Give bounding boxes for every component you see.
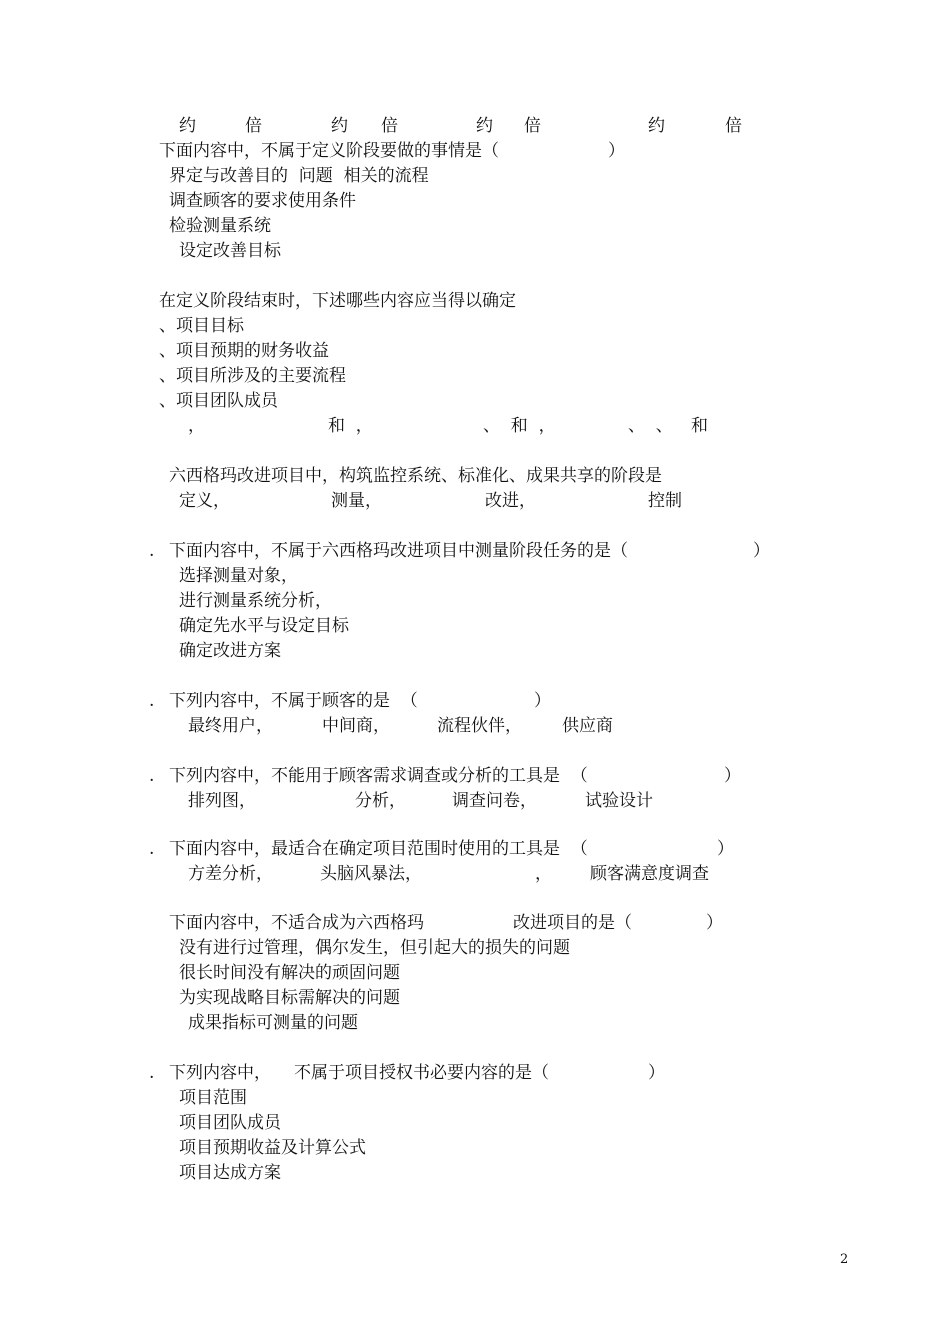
question-4-option: 确定先水平与设定目标 — [179, 616, 349, 636]
question-2-item: 、项目目标 — [159, 316, 244, 336]
question-8-option: 为实现战略目标需解决的问题 — [179, 988, 400, 1008]
question-6-prompt: 下列内容中，不能用于顾客需求调查或分析的工具是 （ — [169, 766, 588, 786]
header-char: 约 — [179, 116, 196, 136]
question-6-option: 调查问卷， — [452, 791, 537, 811]
page-number: 2 — [840, 1252, 849, 1267]
question-9-dot: . — [149, 1063, 155, 1083]
question-6-close: ） — [724, 766, 741, 786]
question-7-option: 头脑风暴法， — [320, 864, 422, 884]
question-4-option: 进行测量系统分析， — [179, 591, 332, 611]
question-1-option: 调查顾客的要求使用条件 — [169, 191, 356, 211]
question-8-prompt-b: 改进项目的是（ — [513, 913, 632, 933]
question-4-close: ） — [753, 541, 770, 561]
question-2-answer-mark: ， — [188, 416, 205, 436]
question-2-answer-mark: 和 — [691, 416, 708, 436]
question-9-option: 项目达成方案 — [179, 1163, 281, 1183]
question-8-option: 成果指标可测量的问题 — [188, 1013, 358, 1033]
question-9-prompt-a: 下列内容中， — [169, 1063, 271, 1083]
header-char: 约 — [331, 116, 348, 136]
question-4-option: 确定改进方案 — [179, 641, 281, 661]
question-7-close: ） — [717, 839, 734, 859]
header-char: 约 — [648, 116, 665, 136]
question-8-close: ） — [706, 913, 723, 933]
question-1-option: 检验测量系统 — [169, 216, 271, 236]
question-7-option: 顾客满意度调查 — [590, 864, 709, 884]
question-2-answer-mark: 、 和 ， — [483, 416, 556, 436]
question-8-prompt-a: 下面内容中，不适合成为六西格玛 — [169, 913, 424, 933]
question-9-close: ） — [648, 1063, 665, 1083]
question-3-option: 控制 — [648, 491, 682, 511]
question-5-dot: . — [149, 691, 155, 711]
question-1-option: 界定与改善目的 问题 相关的流程 — [169, 166, 429, 186]
question-6-option: 分析， — [355, 791, 406, 811]
question-1-close: ） — [608, 141, 625, 161]
header-char: 约 — [476, 116, 493, 136]
question-5-option: 供应商 — [562, 716, 613, 736]
question-2-item: 、项目团队成员 — [159, 391, 278, 411]
question-4-dot: . — [149, 541, 155, 561]
question-7-option: 方差分析， — [188, 864, 273, 884]
question-1-prompt: 下面内容中，不属于定义阶段要做的事情是（ — [159, 141, 499, 161]
question-5-close: ） — [534, 691, 551, 711]
question-8-option: 没有进行过管理，偶尔发生，但引起大的损失的问题 — [179, 938, 570, 958]
question-6-option: 试验设计 — [585, 791, 653, 811]
header-char: 倍 — [725, 116, 742, 136]
question-4-prompt: 下面内容中，不属于六西格玛改进项目中测量阶段任务的是（ — [169, 541, 628, 561]
question-9-prompt-b: 不属于项目授权书必要内容的是（ — [294, 1063, 549, 1083]
question-2-item: 、项目预期的财务收益 — [159, 341, 329, 361]
question-3-option: 改进， — [485, 491, 536, 511]
question-4-option: 选择测量对象， — [179, 566, 298, 586]
question-3-option: 测量， — [331, 491, 382, 511]
question-8-option: 很长时间没有解决的顽固问题 — [179, 963, 400, 983]
question-7-prompt: 下面内容中，最适合在确定项目范围时使用的工具是 （ — [169, 839, 588, 859]
question-7-option: ， — [535, 864, 552, 884]
question-2-answer-mark: 和 ， — [328, 416, 373, 436]
question-9-option: 项目范围 — [179, 1088, 247, 1108]
question-3-prompt: 六西格玛改进项目中，构筑监控系统、标准化、成果共享的阶段是 — [169, 466, 662, 486]
question-5-option: 最终用户， — [188, 716, 273, 736]
question-5-option: 中间商， — [322, 716, 390, 736]
question-5-prompt: 下列内容中，不属于顾客的是 （ — [169, 691, 418, 711]
question-2-prompt: 在定义阶段结束时，下述哪些内容应当得以确定 — [159, 291, 516, 311]
header-char: 倍 — [245, 116, 262, 136]
question-9-option: 项目团队成员 — [179, 1113, 281, 1133]
header-char: 倍 — [524, 116, 541, 136]
question-6-option: 排列图， — [188, 791, 256, 811]
question-2-item: 、项目所涉及的主要流程 — [159, 366, 346, 386]
question-3-option: 定义， — [179, 491, 230, 511]
question-5-option: 流程伙伴， — [437, 716, 522, 736]
question-2-answer-mark: 、 、 — [628, 416, 673, 436]
question-1-option: 设定改善目标 — [179, 241, 281, 261]
header-char: 倍 — [381, 116, 398, 136]
question-6-dot: . — [149, 766, 155, 786]
question-9-option: 项目预期收益及计算公式 — [179, 1138, 366, 1158]
question-7-dot: . — [149, 839, 155, 859]
